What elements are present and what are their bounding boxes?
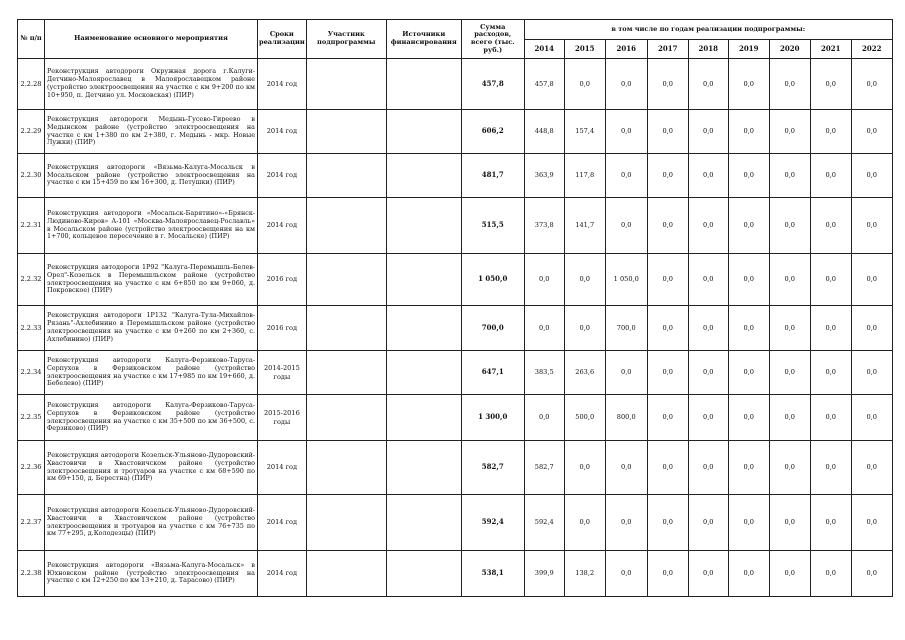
row-period: 2014 год <box>258 59 307 110</box>
row-year-value: 0,0 <box>769 154 810 198</box>
row-source <box>386 254 461 306</box>
row-year-value: 0,0 <box>769 254 810 306</box>
row-year-value: 0,0 <box>647 59 688 110</box>
program-table <box>17 19 893 597</box>
row-year-value: 448,8 <box>524 110 564 154</box>
row-year-value: 0,0 <box>564 59 605 110</box>
row-year-value: 0,0 <box>688 306 728 351</box>
row-period: 2014 год <box>258 154 307 198</box>
row-name: Реконструкция автодороги «Вязьма-Калуга-Мосальск в Мосальском районе (устройство электроосвещения на участке с км 15+459 по км 16+300, д. Петушки) (ПИР) <box>45 154 258 198</box>
row-year-value: 383,5 <box>524 351 564 395</box>
header-no: № п/п <box>18 20 45 59</box>
row-year-value: 0,0 <box>851 495 892 551</box>
row-year-value: 0,0 <box>769 110 810 154</box>
table-row <box>18 154 893 198</box>
row-year-value: 0,0 <box>647 110 688 154</box>
row-year-value: 500,0 <box>564 395 605 441</box>
row-period: 2016 год <box>258 254 307 306</box>
row-period: 2014-2015 годы <box>258 351 307 395</box>
header-year-2021: 2021 <box>810 40 851 59</box>
row-year-value: 0,0 <box>605 551 647 597</box>
row-name: Реконструкция автодороги 1Р92 "Калуга-Перемышль-Белев-Орел"-Козельск в Перемышльском районе (устройство электроосвещения на участке с км 6+850 по км 9+060, д. Покровское) (ПИР) <box>45 254 258 306</box>
row-year-value: 0,0 <box>688 495 728 551</box>
row-year-value: 0,0 <box>728 154 769 198</box>
row-source <box>386 395 461 441</box>
row-year-value: 0,0 <box>728 198 769 254</box>
row-sum: 1 300,0 <box>461 395 524 441</box>
row-participant <box>306 59 386 110</box>
row-name: Реконструкция автодороги Козельск-Ульяново-Дудоровский-Хвастовичи в Хвастовичском районе (устройство электроосвещения и тротуаров на участке с км 76+735 по км 77+295, д.Колодезцы) (ПИР) <box>45 495 258 551</box>
document-sheet <box>17 19 893 597</box>
row-year-value: 0,0 <box>564 441 605 495</box>
row-year-value: 141,7 <box>564 198 605 254</box>
row-source <box>386 59 461 110</box>
row-participant <box>306 351 386 395</box>
row-year-value: 0,0 <box>688 254 728 306</box>
row-year-value: 0,0 <box>647 198 688 254</box>
header-years-group: в том числе по годам реализации подпрограммы: <box>524 20 892 40</box>
row-source <box>386 306 461 351</box>
row-year-value: 399,9 <box>524 551 564 597</box>
row-year-value: 700,0 <box>605 306 647 351</box>
row-year-value: 0,0 <box>564 254 605 306</box>
row-name: Реконструкция автодороги «Вязьма-Калуга-Мосальск» в Юхновском районе (устройство электроосвещения на участке с км 12+250 по км 13+210, д. Тарасово) (ПИР) <box>45 551 258 597</box>
row-year-value: 0,0 <box>647 495 688 551</box>
row-source <box>386 495 461 551</box>
row-sum: 457,8 <box>461 59 524 110</box>
row-sum: 515,5 <box>461 198 524 254</box>
row-year-value: 0,0 <box>769 441 810 495</box>
row-year-value: 0,0 <box>769 198 810 254</box>
row-participant <box>306 551 386 597</box>
row-year-value: 0,0 <box>688 551 728 597</box>
row-number: 2.2.30 <box>18 154 45 198</box>
row-sum: 538,1 <box>461 551 524 597</box>
row-year-value: 0,0 <box>769 495 810 551</box>
row-number: 2.2.28 <box>18 59 45 110</box>
header-period: Сроки реализации <box>258 20 307 59</box>
row-year-value: 0,0 <box>851 154 892 198</box>
row-sum: 606,2 <box>461 110 524 154</box>
row-year-value: 0,0 <box>728 351 769 395</box>
row-year-value: 0,0 <box>810 59 851 110</box>
row-source <box>386 441 461 495</box>
row-year-value: 363,9 <box>524 154 564 198</box>
row-year-value: 0,0 <box>810 351 851 395</box>
row-name: Реконструкция автодороги Козельск-Ульяново-Дудоровский-Хвастовичи в Хвастовичском районе (устройство электроосвещения и тротуаров на участке с км 68+590 по км 69+150, д. Берестна) (ПИР) <box>45 441 258 495</box>
row-year-value: 0,0 <box>605 441 647 495</box>
row-year-value: 0,0 <box>728 306 769 351</box>
header-sum: Сумма расходов, всего (тыс. руб.) <box>461 20 524 59</box>
row-year-value: 138,2 <box>564 551 605 597</box>
row-year-value: 800,0 <box>605 395 647 441</box>
row-year-value: 457,8 <box>524 59 564 110</box>
row-number: 2.2.31 <box>18 198 45 254</box>
row-year-value: 0,0 <box>810 154 851 198</box>
row-year-value: 0,0 <box>728 551 769 597</box>
row-year-value: 0,0 <box>647 254 688 306</box>
row-year-value: 0,0 <box>605 198 647 254</box>
header-name: Наименование основного мероприятия <box>45 20 258 59</box>
header-source: Источники финансирования <box>386 20 461 59</box>
table-row <box>18 395 893 441</box>
row-period: 2015-2016 годы <box>258 395 307 441</box>
row-year-value: 0,0 <box>688 110 728 154</box>
row-year-value: 0,0 <box>851 306 892 351</box>
row-participant <box>306 306 386 351</box>
header-year-2018: 2018 <box>688 40 728 59</box>
row-year-value: 373,8 <box>524 198 564 254</box>
header-year-2019: 2019 <box>728 40 769 59</box>
row-year-value: 0,0 <box>688 59 728 110</box>
row-year-value: 0,0 <box>810 110 851 154</box>
row-year-value: 0,0 <box>728 59 769 110</box>
row-year-value: 0,0 <box>769 395 810 441</box>
row-year-value: 0,0 <box>647 351 688 395</box>
header-year-2020: 2020 <box>769 40 810 59</box>
row-sum: 1 050,0 <box>461 254 524 306</box>
row-year-value: 0,0 <box>769 59 810 110</box>
row-year-value: 0,0 <box>810 551 851 597</box>
row-participant <box>306 395 386 441</box>
row-year-value: 0,0 <box>851 395 892 441</box>
row-year-value: 0,0 <box>769 306 810 351</box>
row-year-value: 0,0 <box>647 154 688 198</box>
table-row <box>18 495 893 551</box>
row-year-value: 592,4 <box>524 495 564 551</box>
row-sum: 481,7 <box>461 154 524 198</box>
row-year-value: 0,0 <box>524 395 564 441</box>
row-year-value: 117,8 <box>564 154 605 198</box>
row-sum: 592,4 <box>461 495 524 551</box>
row-year-value: 0,0 <box>769 551 810 597</box>
row-source <box>386 198 461 254</box>
row-participant <box>306 198 386 254</box>
table-row <box>18 351 893 395</box>
row-year-value: 263,6 <box>564 351 605 395</box>
row-participant <box>306 154 386 198</box>
row-year-value: 0,0 <box>810 395 851 441</box>
row-period: 2014 год <box>258 110 307 154</box>
row-year-value: 0,0 <box>728 254 769 306</box>
row-name: Реконструкция автодороги «Мосальск-Барятино»-«Брянск-Людиново-Киров» А-101 «Москва-Малоярославец-Рославль» в Мосальском районе (устройство электроосвещения на км 1+700, кольцевое пересечение в г. Мосальске) (ПИР) <box>45 198 258 254</box>
row-year-value: 0,0 <box>728 110 769 154</box>
row-period: 2014 год <box>258 495 307 551</box>
row-year-value: 0,0 <box>605 110 647 154</box>
header-year-2022: 2022 <box>851 40 892 59</box>
row-year-value: 0,0 <box>810 306 851 351</box>
row-source <box>386 551 461 597</box>
row-year-value: 0,0 <box>851 59 892 110</box>
row-year-value: 157,4 <box>564 110 605 154</box>
row-year-value: 0,0 <box>647 306 688 351</box>
row-year-value: 0,0 <box>851 551 892 597</box>
row-number: 2.2.29 <box>18 110 45 154</box>
header-year-2016: 2016 <box>605 40 647 59</box>
row-year-value: 0,0 <box>647 395 688 441</box>
row-year-value: 0,0 <box>524 254 564 306</box>
row-name: Реконструкция автодороги 1Р132 "Калуга-Тула-Михайлов-Рязань"-Ахлебинино в Перемышльском районе (устройство электроосвещения на участке с км 0+260 по км 2+360, с. Ахлебинино) (ПИР) <box>45 306 258 351</box>
row-participant <box>306 254 386 306</box>
table-row <box>18 110 893 154</box>
row-year-value: 0,0 <box>688 395 728 441</box>
row-name: Реконструкция автодороги Калуга-Ферзиково-Таруса-Серпухов в Ферзиковском районе (устройство электроосвещения на участке с км 35+500 по км 36+500, с. Ферзиково) (ПИР) <box>45 395 258 441</box>
row-year-value: 582,7 <box>524 441 564 495</box>
row-participant <box>306 110 386 154</box>
table-row <box>18 254 893 306</box>
row-year-value: 0,0 <box>810 198 851 254</box>
row-number: 2.2.38 <box>18 551 45 597</box>
row-year-value: 0,0 <box>810 254 851 306</box>
row-year-value: 0,0 <box>647 551 688 597</box>
row-year-value: 0,0 <box>851 110 892 154</box>
row-sum: 647,1 <box>461 351 524 395</box>
row-year-value: 0,0 <box>605 59 647 110</box>
row-year-value: 0,0 <box>688 351 728 395</box>
row-year-value: 1 050,0 <box>605 254 647 306</box>
header-year-2017: 2017 <box>647 40 688 59</box>
row-sum: 582,7 <box>461 441 524 495</box>
table-row <box>18 198 893 254</box>
row-number: 2.2.34 <box>18 351 45 395</box>
row-year-value: 0,0 <box>728 495 769 551</box>
row-number: 2.2.33 <box>18 306 45 351</box>
row-year-value: 0,0 <box>851 198 892 254</box>
row-name: Реконструкция автодороги Калуга-Ферзиково-Таруса-Серпухов в Ферзиковском районе (устройство электроосвещения на участке с км 17+985 по км 19+660, д. Бебелево) (ПИР) <box>45 351 258 395</box>
row-year-value: 0,0 <box>810 441 851 495</box>
row-year-value: 0,0 <box>728 441 769 495</box>
row-source <box>386 110 461 154</box>
row-year-value: 0,0 <box>769 351 810 395</box>
row-period: 2014 год <box>258 441 307 495</box>
row-source <box>386 351 461 395</box>
row-number: 2.2.37 <box>18 495 45 551</box>
row-source <box>386 154 461 198</box>
row-year-value: 0,0 <box>605 154 647 198</box>
row-year-value: 0,0 <box>810 495 851 551</box>
row-name: Реконструкция автодороги Окружная дорога г.Калуги-Детчино-Малоярославец в Малоярославецком районе (устройство электроосвещения на участке с км 9+200 по км 10+950, п. Детчино ул. Московская) (ПИР) <box>45 59 258 110</box>
row-number: 2.2.35 <box>18 395 45 441</box>
row-participant <box>306 441 386 495</box>
row-name: Реконструкция автодороги Медынь-Гусево-Гиреево в Медынском районе (устройство электроосвещения на участке с км 1+380 по км 2+380, г. Медынь - мкр. Новые Лужки) (ПИР) <box>45 110 258 154</box>
row-number: 2.2.32 <box>18 254 45 306</box>
row-year-value: 0,0 <box>564 306 605 351</box>
row-year-value: 0,0 <box>688 198 728 254</box>
row-year-value: 0,0 <box>688 154 728 198</box>
row-period: 2014 год <box>258 198 307 254</box>
row-year-value: 0,0 <box>605 351 647 395</box>
table-row <box>18 306 893 351</box>
row-year-value: 0,0 <box>688 441 728 495</box>
row-year-value: 0,0 <box>605 495 647 551</box>
table-row <box>18 59 893 110</box>
row-number: 2.2.36 <box>18 441 45 495</box>
header-year-2014: 2014 <box>524 40 564 59</box>
row-sum: 700,0 <box>461 306 524 351</box>
row-year-value: 0,0 <box>851 351 892 395</box>
row-year-value: 0,0 <box>728 395 769 441</box>
row-period: 2014 год <box>258 551 307 597</box>
row-participant <box>306 495 386 551</box>
header-participant: Участник подпрограммы <box>306 20 386 59</box>
row-year-value: 0,0 <box>851 441 892 495</box>
row-year-value: 0,0 <box>524 306 564 351</box>
header-year-2015: 2015 <box>564 40 605 59</box>
row-year-value: 0,0 <box>851 254 892 306</box>
table-row <box>18 551 893 597</box>
row-year-value: 0,0 <box>647 441 688 495</box>
table-row <box>18 441 893 495</box>
row-period: 2016 год <box>258 306 307 351</box>
row-year-value: 0,0 <box>564 495 605 551</box>
